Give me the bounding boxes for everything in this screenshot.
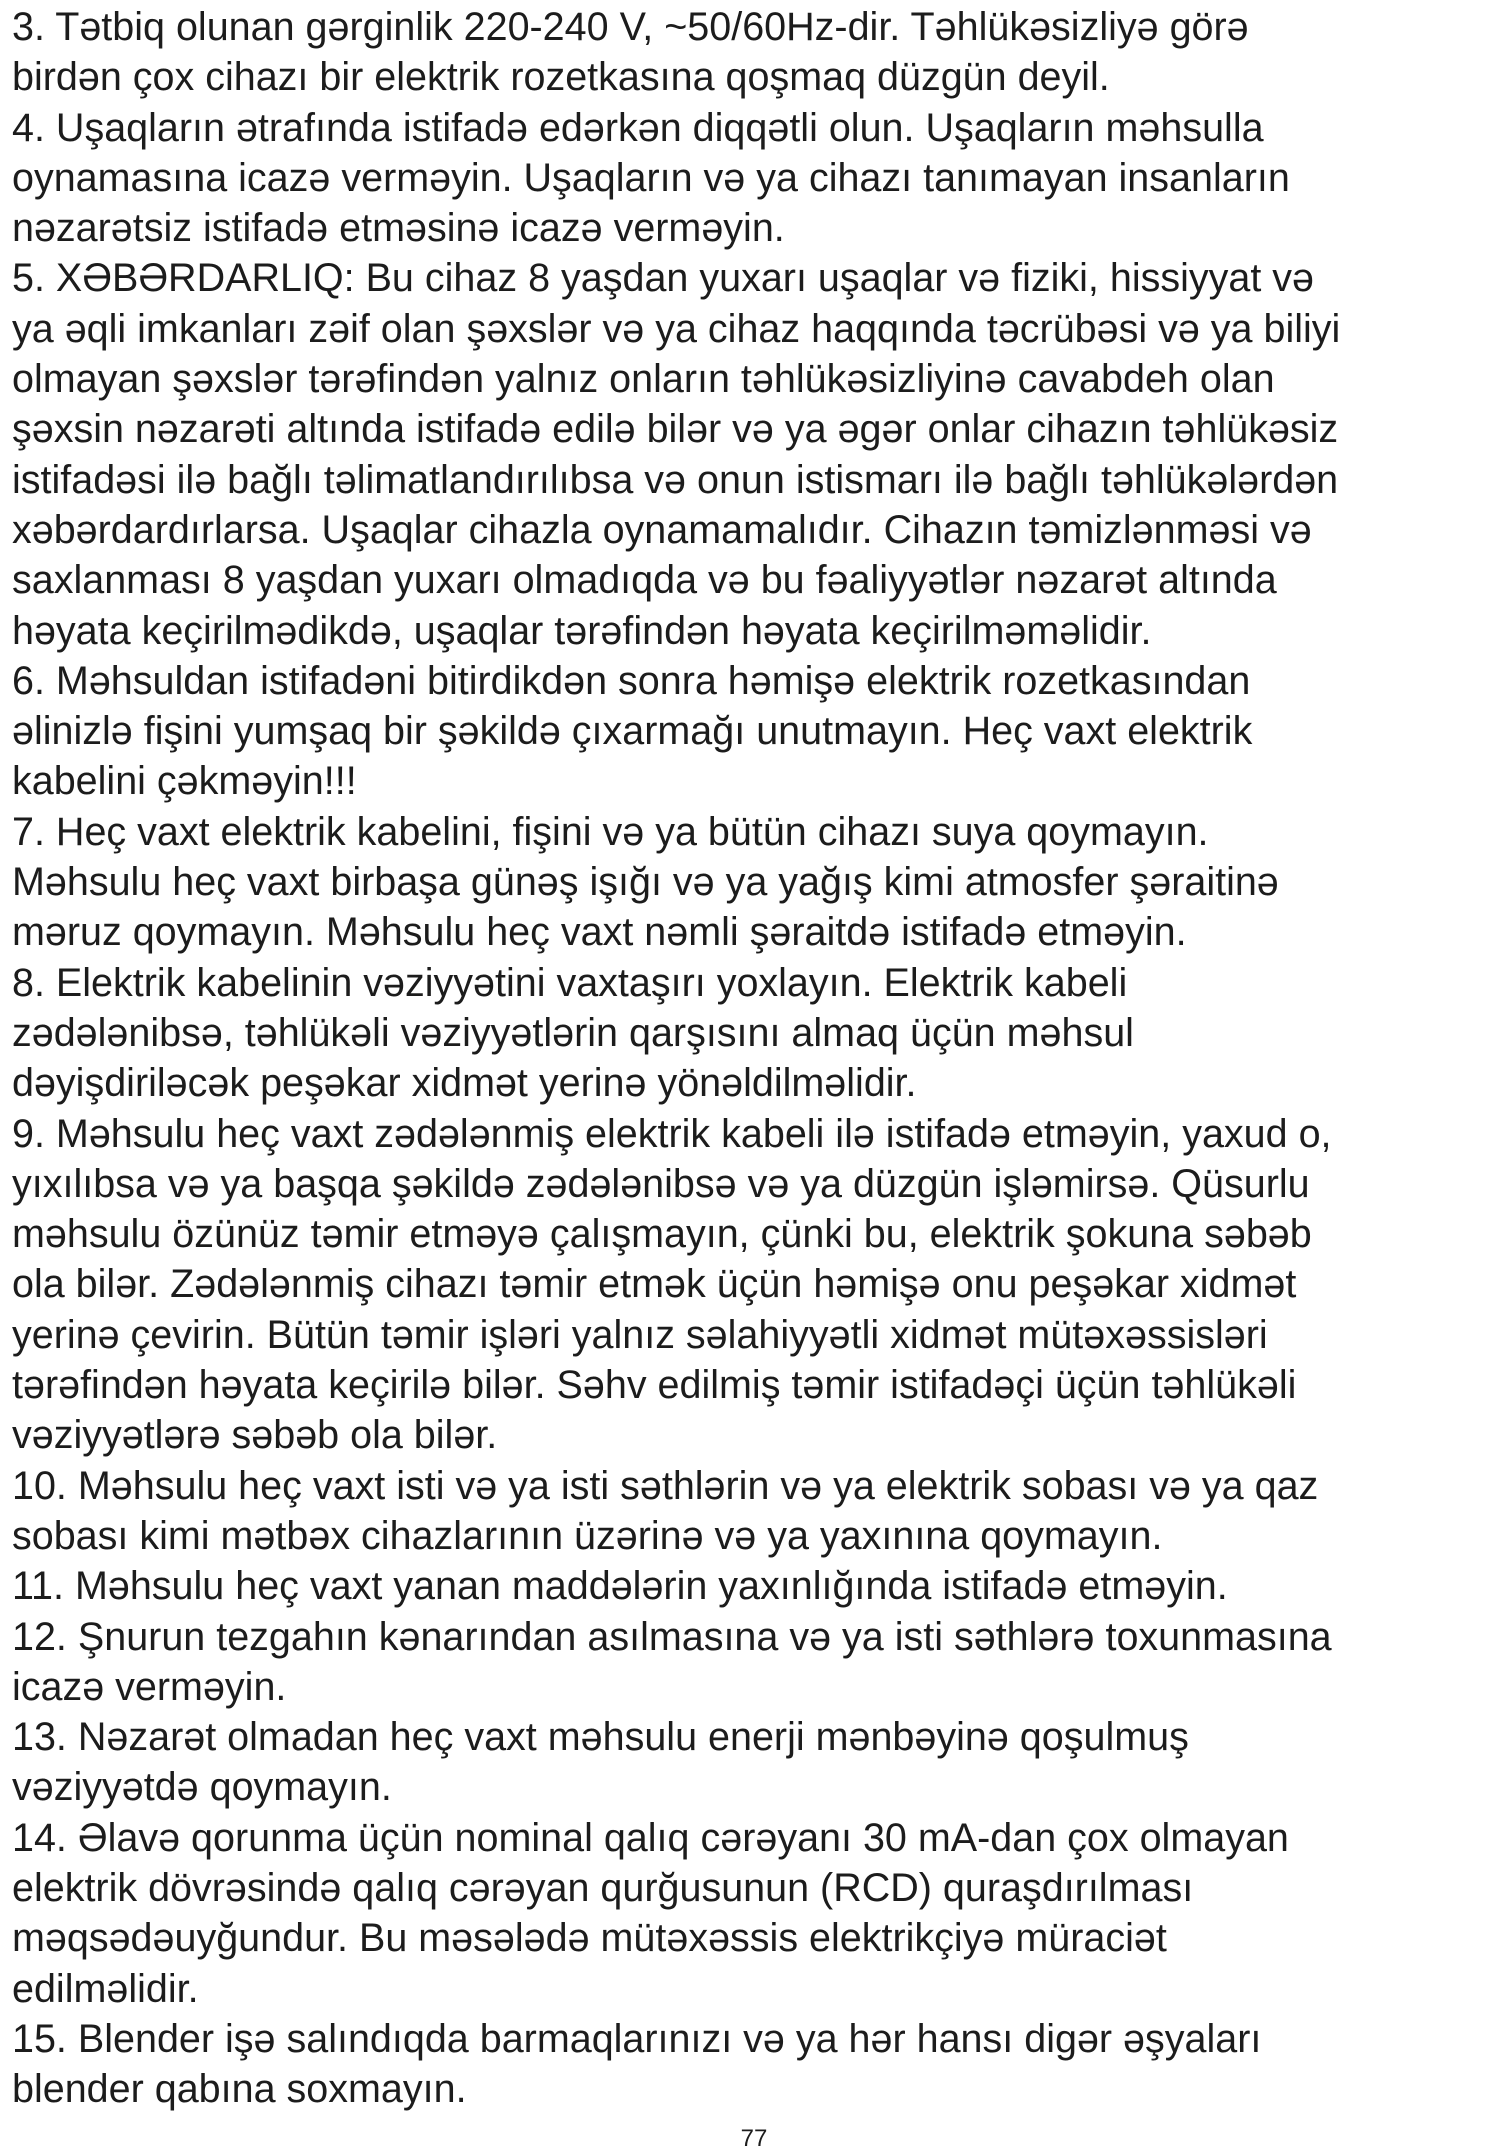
instruction-item-8: 8. Elektrik kabelinin vəziyyətini vaxtaşırı yoxlayın. Elektrik kabeli zədələnibsə, təhlükəli vəziyyətlərin qarşısını almaq üçün məhsul dəyişdiriləcək peşəkar xidmət yerinə yönəldilməlidir. [12, 960, 1134, 1106]
instruction-item-10: 10. Məhsulu heç vaxt isti və ya isti səthlərin və ya elektrik sobası və ya qaz sobası kimi mətbəx cihazlarının üzərinə və ya yaxınına qoymayın. [12, 1463, 1319, 1558]
instruction-item-4: 4. Uşaqların ətrafında istifadə edərkən diqqətli olun. Uşaqların məhsulla oynamasına icazə verməyin. Uşaqların və ya cihazı tanımayan insanların nəzarətsiz istifadə etməsinə icazə verməyin. [12, 105, 1290, 251]
instruction-item-3: 3. Tətbiq olunan gərginlik 220-240 V, ~50/60Hz-dir. Təhlükəsizliyə görə birdən çox cihazı bir elektrik rozetkasına qoşmaq düzgün deyil. [12, 5, 1249, 100]
instruction-item-5-warning: 5. XƏBƏRDARLIQ: Bu cihaz 8 yaşdan yuxarı uşaqlar və fiziki, hissiyyat və ya əqli imkanları zəif olan şəxslər və ya cihaz haqqında təcrübəsi və ya biliyi olmayan şəxslər tərəfindən yalnız onların təhlükəsizliyinə cavabdeh olan şəxsin nəzarəti altında istifadə edilə bilər və ya əgər onlar cihazın təhlükəsiz istifadəsi ilə bağlı təlimatlandırılıbsa və onun istismarı ilə bağlı təhlükələrdən xəbərdardırlarsa. Uşaqlar cihazla oynamamalıdır. Cihazın təmizlənməsi və saxlanması 8 yaşdan yuxarı olmadıqda və bu fəaliyyətlər nəzarət altında həyata keçirilmədikdə, uşaqlar tərəfindən həyata keçirilməməlidir. [12, 256, 1341, 653]
instruction-item-7: 7. Heç vaxt elektrik kabelini, fişini və ya bütün cihazı suya qoymayın. Məhsulu heç vaxt birbaşa günəş işığı və ya yağış kimi atmosfer şəraitinə məruz qoymayın. Məhsulu heç vaxt nəmli şəraitdə istifadə etməyin. [12, 809, 1279, 955]
instruction-item-11: 11. Məhsulu heç vaxt yanan maddələrin yaxınlığında istifadə etməyin. [12, 1564, 1228, 1609]
instruction-item-15: 15. Blender işə salındıqda barmaqlarınızı və ya hər hansı digər əşyaları blender qabına soxmayın. [12, 2016, 1262, 2112]
instruction-item-6: 6. Məhsuldan istifadəni bitirdikdən sonra həmişə elektrik rozetkasından əlinizlə fişini yumşaq bir şəkildə çıxarmağı unutmayın. Heç vaxt elektrik kabelini çəkməyin!!! [12, 658, 1253, 804]
instruction-item-13: 13. Nəzarət olmadan heç vaxt məhsulu enerji mənbəyinə qoşulmuş vəziyyətdə qoymayın. [12, 1715, 1189, 1810]
instruction-item-12: 12. Şnurun tezgahın kənarından asılmasına və ya isti səthlərə toxunmasına icazə verməyin. [12, 1614, 1332, 1709]
instruction-page [12, 2, 1492, 2114]
instruction-item-9: 9. Məhsulu heç vaxt zədələnmiş elektrik kabeli ilə istifadə etməyin, yaxud o, yıxılıbsa və ya başqa şəkildə zədələnibsə və ya düzgün işləmirsə. Qüsurlu məhsulu özünüz təmir etməyə çalışmayın, çünki bu, elektrik şokuna səbəb ola bilər. Zədələnmiş cihazı təmir etmək üçün həmişə onu peşəkar xidmət yerinə çevirin. Bütün təmir işləri yalnız səlahiyyətli xidmət mütəxəssisləri tərəfindən həyata keçirilə bilər. Səhv edilmiş təmir istifadəçi üçün təhlükəli vəziyyətlərə səbəb ola bilər. [12, 1111, 1332, 1458]
instruction-item-14: 14. Əlavə qorunma üçün nominal qalıq cərəyanı 30 mA-dan çox olmayan elektrik dövrəsində qalıq cərəyan qurğusunun (RCD) quraşdırılması məqsədəuyğundur. Bu məsələdə mütəxəssis elektrikçiyə müraciət edilməlidir. [12, 1815, 1289, 2011]
page-number: 77 [740, 2125, 768, 2152]
